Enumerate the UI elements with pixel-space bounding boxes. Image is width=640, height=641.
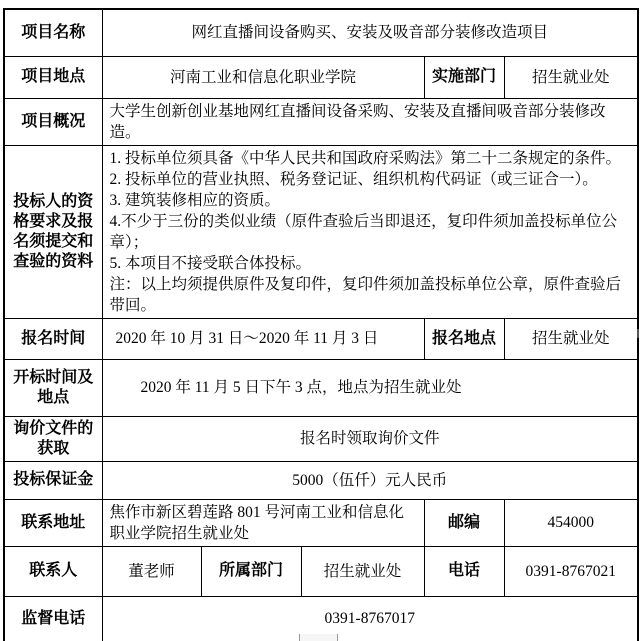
bid-deposit-value: 5000（伍仟）元人民币 <box>102 461 638 499</box>
project-info-table <box>3 8 639 641</box>
registration-place-label: 报名地点 <box>424 318 504 359</box>
postal-code-label: 邮编 <box>424 499 504 546</box>
department-label: 所属部门 <box>201 546 301 596</box>
bidder-requirements-label: 投标人的资格要求及报名须提交和查验的资料 <box>4 145 102 318</box>
row-project-name <box>4 9 638 56</box>
contact-address-label: 联系地址 <box>4 499 102 546</box>
requirement-item: 4.不少于三份的类似业绩（原件查验后当即退还，复印件须加盖投标单位公章）； <box>109 212 618 251</box>
bidder-requirements-value <box>102 145 638 318</box>
inquiry-document-label: 询价文件的获取 <box>4 416 102 461</box>
registration-place-value: 招生就业处 <box>504 318 638 359</box>
supervision-phone-label: 监督电话 <box>4 596 102 641</box>
row-contact-address <box>4 499 638 546</box>
bid-deposit-label: 投标保证金 <box>4 461 102 499</box>
right-edge-mark <box>637 329 639 338</box>
requirement-item: 5. 本项目不接受联合体投标。 <box>109 254 312 272</box>
requirement-note: 注：以上均须提供原件及复印件，复印件须加盖投标单位公章，原件查验后带回。 <box>109 275 622 314</box>
requirement-item: 3. 建筑装修相应的资质。 <box>109 191 281 209</box>
requirement-item: 1. 投标单位须具备《中华人民共和国政府采购法》第二十二条规定的条件。 <box>109 149 622 167</box>
phone-value: 0391-8767021 <box>504 546 638 596</box>
phone-label: 电话 <box>424 546 504 596</box>
row-project-location <box>4 56 638 98</box>
cut-off-element-below-table <box>299 634 338 641</box>
implementing-dept-value: 招生就业处 <box>504 56 638 98</box>
inquiry-document-value: 报名时领取询价文件 <box>102 416 638 461</box>
registration-time-value: 2020 年 10 月 31 日～2020 年 11 月 3 日 <box>102 318 424 359</box>
row-bid-opening <box>4 359 638 416</box>
contact-person-label: 联系人 <box>4 546 102 596</box>
project-location-value: 河南工业和信息化职业学院 <box>102 56 424 98</box>
supervision-phone-value: 0391-8767017 <box>102 596 638 641</box>
row-registration-time <box>4 318 638 359</box>
project-location-label: 项目地点 <box>4 56 102 98</box>
project-name-label: 项目名称 <box>4 9 102 56</box>
contact-person-value: 董老师 <box>102 546 201 596</box>
row-bid-deposit <box>4 461 638 499</box>
contact-address-value: 焦作市新区碧莲路 801 号河南工业和信息化职业学院招生就业处 <box>102 499 424 546</box>
project-overview-label: 项目概况 <box>4 98 102 145</box>
registration-time-label: 报名时间 <box>4 318 102 359</box>
requirement-item: 2. 投标单位的营业执照、税务登记证、组织机构代码证（或三证合一）。 <box>109 170 598 188</box>
project-overview-value: 大学生创新创业基地网红直播间设备采购、安装及直播间吸音部分装修改造。 <box>102 98 638 145</box>
department-value: 招生就业处 <box>301 546 424 596</box>
row-inquiry-document <box>4 416 638 461</box>
row-contact-person <box>4 546 638 596</box>
row-project-overview <box>4 98 638 145</box>
bid-opening-value: 2020 年 11 月 5 日下午 3 点，地点为招生就业处 <box>102 359 638 416</box>
postal-code-value: 454000 <box>504 499 638 546</box>
project-name-value: 网红直播间设备购买、安装及吸音部分装修改造项目 <box>102 9 638 56</box>
bid-opening-label: 开标时间及地点 <box>4 359 102 416</box>
implementing-dept-label: 实施部门 <box>424 56 504 98</box>
row-bidder-requirements <box>4 145 638 318</box>
